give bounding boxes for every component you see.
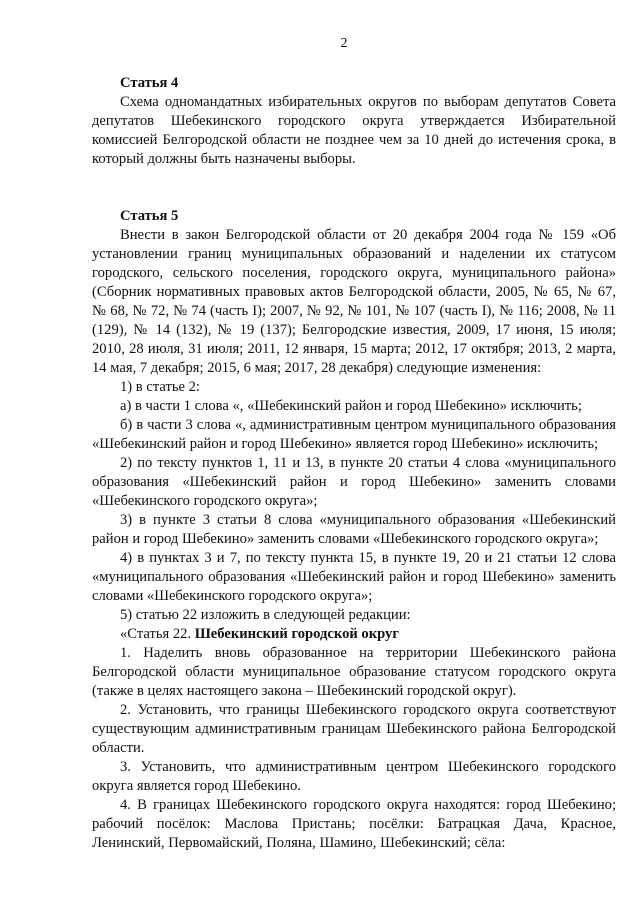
amendment-item: 3) в пункте 3 статьи 8 слова «муниципального образования «Шебекинский район и город Шебекино» заменить словами «Шебекинского городского округа»;: [92, 512, 616, 547]
new-article-point: 4. В границах Шебекинского городского округа находятся: город Шебекино; рабочий посёлок: Маслова Пристань; посёлки: Батрацкая Дача, Красное, Ленинский, Первомайский, Поляна, Шамино, Шебекинский; сёла:: [92, 797, 616, 851]
new-article-point: 2. Установить, что границы Шебекинского городского округа соответствуют существующим административным границам Шебекинского района Белгородской области.: [92, 702, 616, 756]
amendment-item: 4) в пунктах 3 и 7, по тексту пункта 15, в пункте 19, 20 и 21 статьи 12 слова «муниципального образования «Шебекинский район и город Шебекино» заменить словами «Шебекинского городского округа»;: [92, 550, 616, 604]
new-article-prefix: «Статья 22.: [120, 626, 195, 642]
amendment-item: 2) по тексту пунктов 1, 11 и 13, в пункте 20 статьи 4 слова «муниципального образования «Шебекинский район и город Шебекино» заменить словами «Шебекинского городского округа»;: [92, 455, 616, 509]
article-4-heading: Статья 4: [120, 75, 179, 91]
amendment-item: 1) в статье 2:: [120, 379, 200, 395]
amendment-item: б) в части 3 слова «, административным центром муниципального образования «Шебекинский район и город Шебекино» является город Шебекино» исключить;: [92, 417, 616, 452]
new-article-point: 3. Установить, что административным центром Шебекинского городского округа является город Шебекино.: [92, 759, 616, 794]
new-article-22-heading: [92, 625, 616, 644]
article-4-text: Схема одномандатных избирательных округов по выборам депутатов Совета депутатов Шебекинского городского округа утверждается Избирательной комиссией Белгородской области не позднее чем за 10 дней до истечения срока, в который должны быть назначены выборы.: [92, 94, 616, 167]
article-5-intro: Внести в закон Белгородской области от 20 декабря 2004 года № 159 «Об установлении границ муниципальных образований и наделении их статусом городского, сельского поселения, городского округа, муниципального района» (Сборник нормативных правовых актов Белгородской области, 2005, № 65, № 67, № 68, № 72, № 74 (часть I); 2007, № 92, № 101, № 107 (часть I), № 116; 2008, № 11 (129), № 14 (132), № 19 (137); Белгородские известия, 2009, 17 июня, 15 июля; 2010, 28 июля, 31 июля; 2011, 12 января, 15 марта; 2012, 17 октября; 2013, 2 марта, 14 мая, 7 декабря; 2015, 6 мая; 2017, 28 декабря) следующие изменения:: [92, 227, 616, 376]
amendment-item: а) в части 1 слова «, «Шебекинский район и город Шебекино» исключить;: [120, 398, 582, 414]
page-number: 2: [340, 36, 348, 51]
new-article-title: Шебекинский городской округ: [194, 626, 399, 642]
amendment-item: 5) статью 22 изложить в следующей редакции:: [120, 607, 411, 623]
article-5-heading: Статья 5: [120, 208, 179, 224]
new-article-point: 1. Наделить вновь образованное на территории Шебекинского района Белгородской области муниципальное образование статусом городского округа (также в целях настоящего закона – Шебекинский городской округ).: [92, 645, 616, 699]
section-gap: [92, 169, 616, 207]
